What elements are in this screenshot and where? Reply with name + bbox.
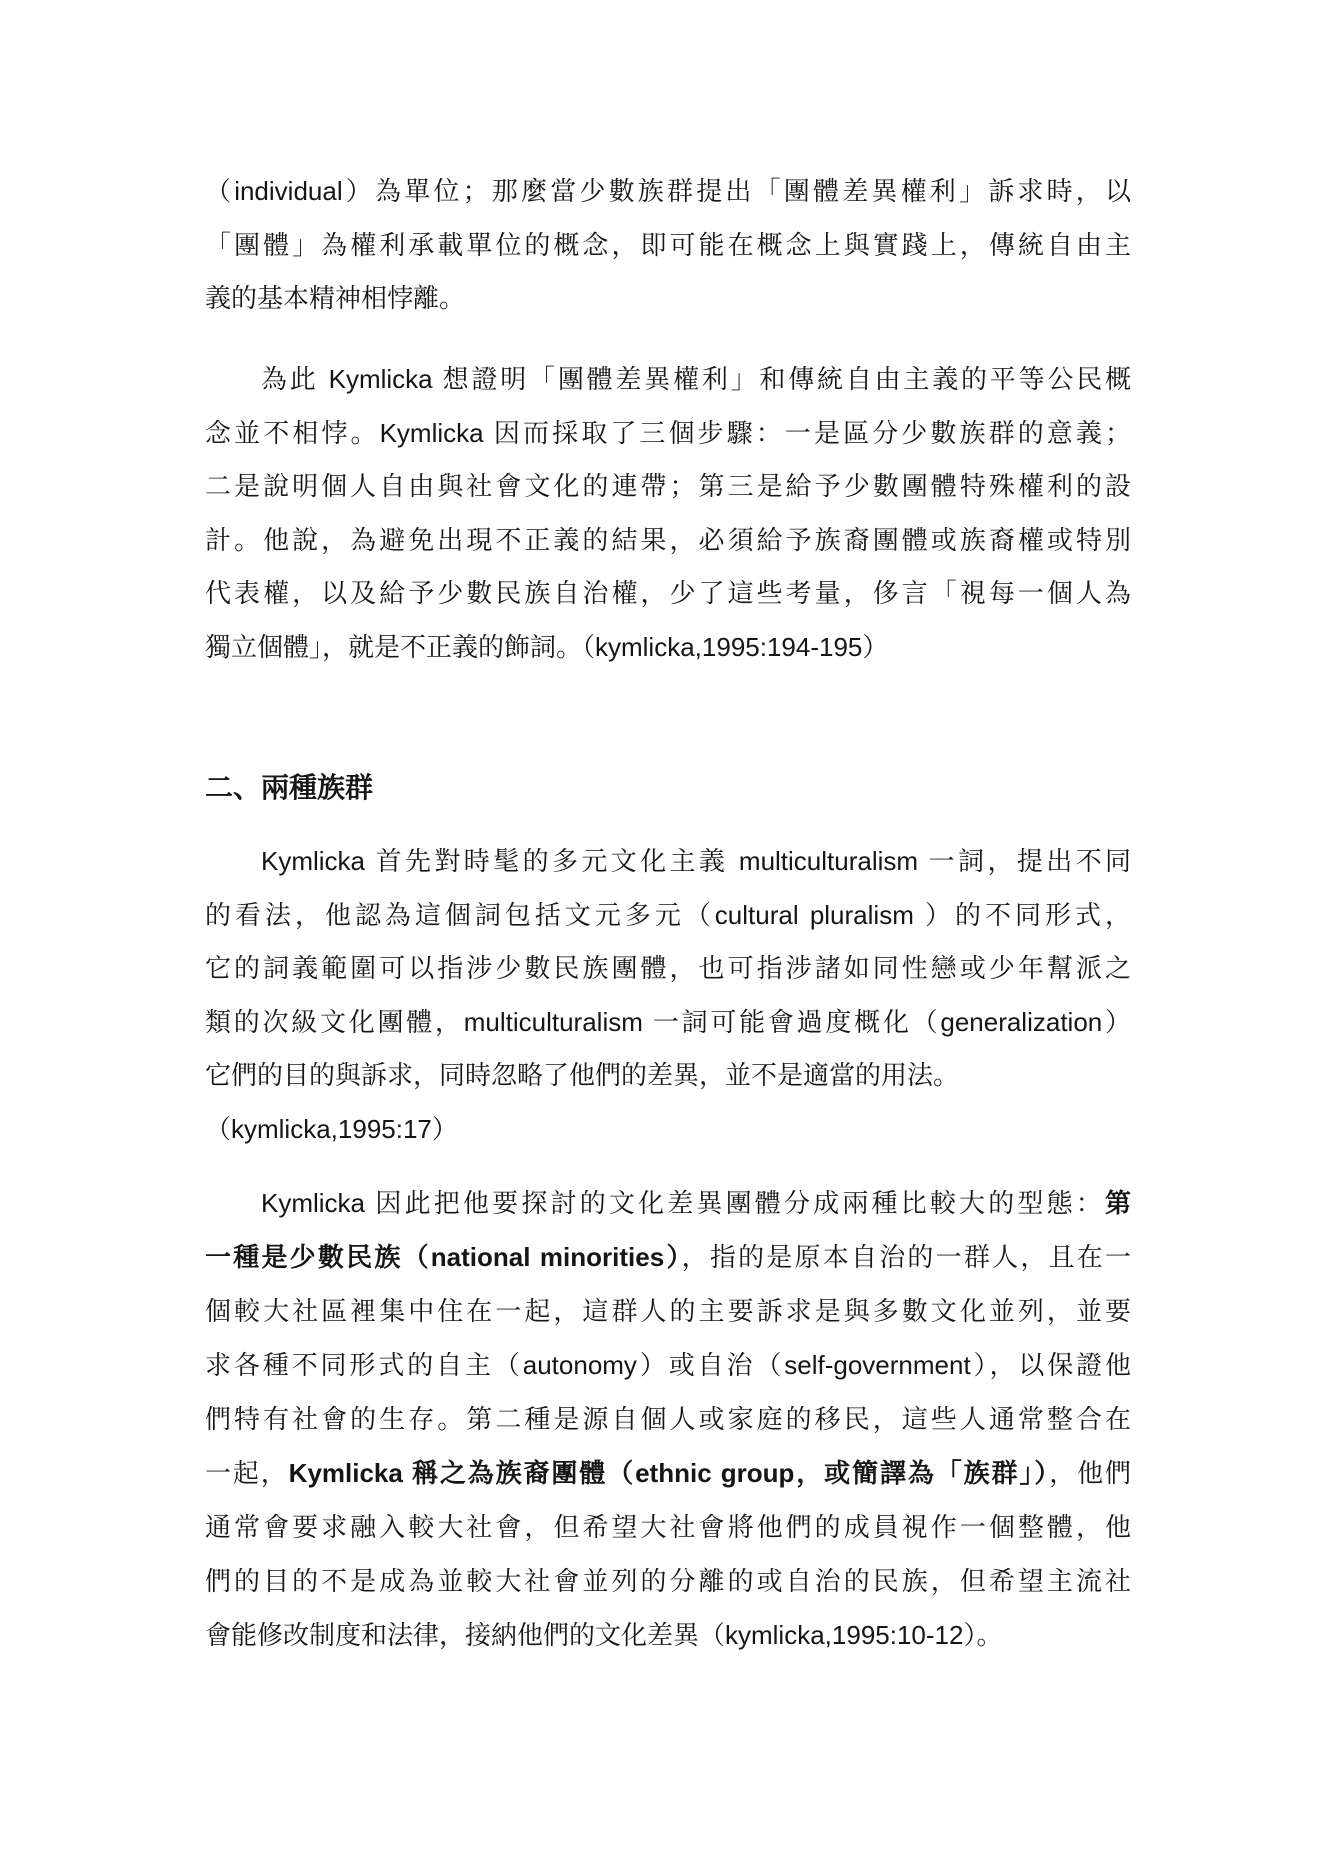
text-line: 通常會要求融入較大社會，但希望大社會將他們的成員視作一個整體，他	[205, 1512, 1131, 1542]
text-line	[205, 1230, 1131, 1284]
text-segment: ，指的是原本自治的一群人，且在一	[681, 1242, 1131, 1272]
text-line: 的看法，他認為這個詞包括文元多元（cultural pluralism ）的不同形式，	[205, 899, 1131, 930]
paragraph	[205, 1176, 1131, 1662]
text-line: 類的次級文化團體，multiculturalism 一詞可能會過度概化（generalization）	[205, 1006, 1131, 1037]
text-line: 為此 Kymlicka 想證明「團體差異權利」和傳統自由主義的平等公民概	[261, 364, 1131, 394]
text-line: （kymlicka,1995:17）	[205, 1113, 458, 1144]
text-line: 們特有社會的生存。第二種是源自個人或家庭的移民，這些人通常整合在	[205, 1404, 1131, 1434]
text-line	[205, 1446, 1131, 1500]
text-line: 「團體」為權利承載單位的概念，即可能在概念上與實踐上，傳統自由主	[205, 229, 1131, 260]
text-line: 二是說明個人自由與社會文化的連帶；第三是給予少數團體特殊權利的設	[205, 471, 1131, 501]
text-line: 它的詞義範圍可以指涉少數民族團體，也可指涉諸如同性戀或少年幫派之	[205, 953, 1131, 983]
paragraph	[205, 165, 1131, 326]
text-line: 義的基本精神相悖離。	[205, 283, 466, 313]
text-line: 求各種不同形式的自主（autonomy）或自治（self-government），以保證他	[205, 1350, 1131, 1380]
text-segment: 一起，	[205, 1458, 289, 1488]
text-line: 計。他說，為避免出現不正義的結果，必須給予族裔團體或族裔權或特別	[205, 524, 1131, 555]
text-line: 個較大社區裡集中住在一起，這群人的主要訴求是與多數文化並列，並要	[205, 1296, 1131, 1326]
text-line: 代表權，以及給予少數民族自治權，少了這些考量，侈言「視每一個人為	[205, 578, 1131, 608]
bold-text: 第	[1104, 1188, 1131, 1218]
section-heading: 二、兩種族群	[205, 772, 374, 803]
bold-text: Kymlicka 稱之為族裔團體（ethnic group，或簡譯為「族群」）	[288, 1458, 1050, 1488]
paragraph	[205, 353, 1131, 674]
text-line: 會能修改制度和法律，接納他們的文化差異（kymlicka,1995:10-12）。	[205, 1620, 1003, 1650]
text-line: 獨立個體」，就是不正義的飾詞。（kymlicka,1995:194-195）	[205, 631, 889, 662]
text-line: （individual）為單位；那麼當少數族群提出「團體差異權利」訴求時，以	[205, 176, 1131, 206]
text-line: 念並不相悖。Kymlicka 因而採取了三個步驟：一是區分少數族群的意義；	[205, 417, 1131, 448]
paragraph	[205, 835, 1131, 1156]
text-segment: ，他們	[1049, 1458, 1131, 1488]
text-line: Kymlicka 首先對時髦的多元文化主義 multiculturalism 一詞，提出不同	[261, 846, 1131, 876]
bold-text: 一種是少數民族（national minorities）	[205, 1242, 682, 1272]
text-line	[205, 1176, 1131, 1230]
text-line: 它們的目的與訴求，同時忽略了他們的差異，並不是適當的用法。	[205, 1060, 960, 1090]
text-segment: Kymlicka 因此把他要探討的文化差異團體分成兩種比較大的型態：	[261, 1188, 1105, 1218]
text-line: 們的目的不是成為並較大社會並列的分離的或自治的民族，但希望主流社	[205, 1566, 1131, 1596]
